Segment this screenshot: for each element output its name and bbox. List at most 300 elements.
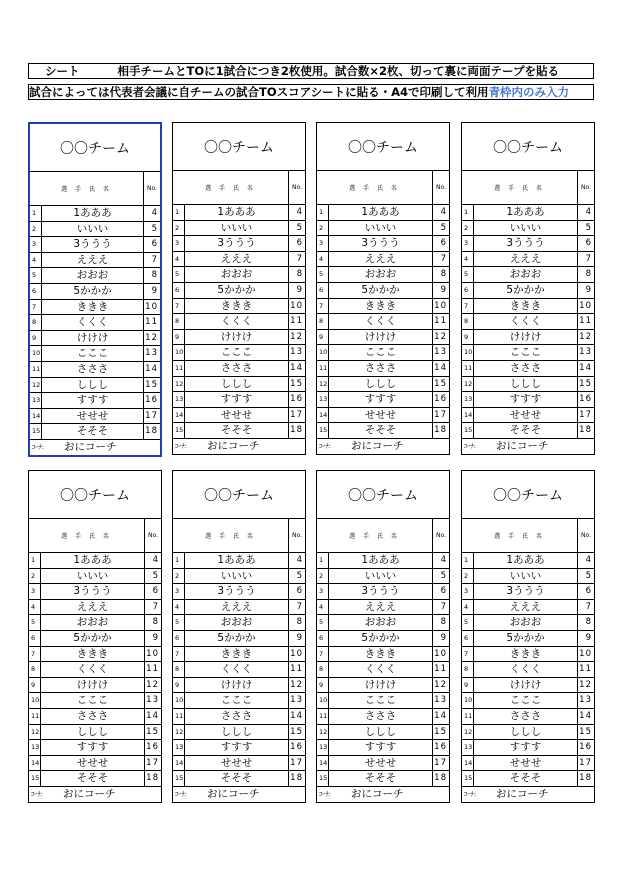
player-name[interactable]: けけけ (42, 331, 144, 346)
player-number: 12 (290, 679, 303, 690)
player-name: そそそ (474, 423, 578, 438)
player-number[interactable]: 8 (151, 270, 158, 281)
row-index: 1 (317, 553, 329, 568)
player-name: こここ (474, 345, 578, 360)
player-name: いいい (474, 569, 578, 584)
player-number[interactable]: 5 (151, 223, 158, 234)
player-number: 11 (579, 316, 592, 327)
player-number: 5 (440, 222, 447, 233)
player-name: そそそ (185, 771, 289, 786)
player-name: そそそ (329, 423, 433, 438)
player-number: 6 (152, 586, 159, 597)
number-column-header: No. (581, 184, 591, 191)
player-row (30, 222, 160, 238)
row-index: 3 (30, 237, 42, 252)
row-index: 11 (29, 709, 41, 724)
player-name: こここ (185, 345, 289, 360)
row-index: 10 (173, 345, 185, 360)
roster-card (172, 470, 306, 803)
player-number: 10 (579, 648, 592, 659)
player-name[interactable]: いいい (42, 222, 144, 237)
player-number: 10 (146, 648, 159, 659)
row-index: 5 (173, 267, 185, 282)
row-index: 1 (462, 553, 474, 568)
coach-label: ｺｰﾁ: (464, 789, 476, 798)
player-number: 13 (434, 347, 447, 358)
coach-row (173, 439, 305, 454)
row-index: 11 (317, 361, 329, 376)
player-name: さささ (329, 709, 433, 724)
player-name: けけけ (329, 330, 433, 345)
player-row (317, 771, 449, 787)
team-name: 〇〇チーム (173, 123, 305, 171)
player-row (30, 393, 160, 409)
player-row (317, 267, 449, 283)
row-index: 1 (173, 205, 185, 220)
player-number: 9 (296, 632, 303, 643)
row-index: 3 (173, 584, 185, 599)
player-name[interactable]: ききき (42, 300, 144, 315)
player-name: すすす (41, 740, 145, 755)
player-row (173, 771, 305, 787)
player-name: くくく (329, 662, 433, 677)
team-name: 〇〇チーム (29, 471, 161, 519)
player-number[interactable]: 13 (145, 348, 158, 359)
row-index: 2 (173, 221, 185, 236)
player-row (29, 662, 161, 678)
player-name: おおお (329, 615, 433, 630)
team-name: 〇〇チーム (317, 123, 449, 171)
player-name: えええ (185, 252, 289, 267)
player-name[interactable]: 1あああ (42, 206, 144, 221)
player-number: 10 (434, 300, 447, 311)
player-name: 5かかか (185, 283, 289, 298)
player-name: 1あああ (474, 205, 578, 220)
player-row (317, 693, 449, 709)
roster-card (461, 470, 595, 803)
player-name: ししし (185, 725, 289, 740)
instruction-label: シート (45, 64, 80, 78)
player-name[interactable]: すすす (42, 393, 144, 408)
player-name: 1あああ (329, 553, 433, 568)
player-number: 4 (585, 555, 592, 565)
player-name: いいい (41, 569, 145, 584)
player-number: 16 (146, 742, 159, 753)
row-index: 7 (317, 299, 329, 314)
player-row (29, 771, 161, 787)
roster-card (316, 122, 450, 455)
row-index: 14 (462, 756, 474, 771)
player-number[interactable]: 9 (151, 285, 158, 296)
player-row (173, 584, 305, 600)
row-index: 12 (317, 377, 329, 392)
row-index: 15 (462, 423, 474, 438)
player-row (173, 423, 305, 439)
player-name: くくく (474, 662, 578, 677)
player-row (30, 346, 160, 362)
player-number[interactable]: 6 (151, 239, 158, 250)
row-index: 14 (173, 408, 185, 423)
player-number: 11 (434, 316, 447, 327)
player-row (173, 615, 305, 631)
player-name: せせせ (474, 408, 578, 423)
player-name: 5かかか (329, 283, 433, 298)
player-name: さささ (474, 709, 578, 724)
team-name: 〇〇チーム (462, 123, 594, 171)
team-name[interactable]: 〇〇チーム (30, 124, 160, 172)
player-number[interactable]: 15 (145, 379, 158, 390)
player-name: 1あああ (185, 553, 289, 568)
player-row (317, 631, 449, 647)
player-row (173, 709, 305, 725)
row-index: 10 (30, 346, 42, 361)
row-index: 13 (317, 392, 329, 407)
row-index: 15 (317, 771, 329, 786)
player-number: 18 (434, 425, 447, 436)
player-name: 5かかか (474, 283, 578, 298)
player-number: 14 (290, 710, 303, 721)
player-row (173, 693, 305, 709)
player-number: 5 (585, 222, 592, 233)
player-number: 17 (146, 757, 159, 768)
player-row (317, 314, 449, 330)
player-name: けけけ (329, 678, 433, 693)
player-row (317, 252, 449, 268)
player-name: ききき (474, 647, 578, 662)
player-number: 6 (296, 586, 303, 597)
roster-header (173, 519, 305, 553)
row-index: 3 (317, 236, 329, 251)
player-number: 5 (585, 570, 592, 581)
player-number: 6 (440, 586, 447, 597)
player-row (317, 423, 449, 439)
player-number: 15 (579, 378, 592, 389)
player-row (317, 553, 449, 569)
player-name[interactable]: えええ (42, 253, 144, 268)
player-row (462, 678, 594, 694)
row-index: 8 (462, 314, 474, 329)
player-name: さささ (41, 709, 145, 724)
player-number: 5 (440, 570, 447, 581)
player-number: 16 (290, 394, 303, 405)
player-name: すすす (185, 740, 289, 755)
row-index: 7 (29, 647, 41, 662)
row-index: 1 (30, 206, 42, 221)
player-row (173, 345, 305, 361)
player-name: くくく (41, 662, 145, 677)
row-index: 7 (462, 647, 474, 662)
row-index: 13 (462, 392, 474, 407)
row-index: 1 (462, 205, 474, 220)
player-number[interactable]: 4 (151, 208, 158, 218)
row-index: 5 (30, 268, 42, 283)
coach-name[interactable]: おにコーチ (64, 440, 117, 453)
player-number: 8 (296, 269, 303, 280)
name-column-header: 選 手 氏 名 (173, 171, 289, 204)
player-number[interactable]: 11 (145, 317, 158, 328)
instruction-text-1: 相手チームとTOに1試合につき2枚使用。試合数×2枚、切って裏に両面テープを貼る (117, 64, 559, 78)
player-row (173, 392, 305, 408)
player-number: 18 (579, 425, 592, 436)
roster-card (316, 470, 450, 803)
coach-label: ｺｰﾁ: (319, 441, 331, 450)
row-index: 12 (173, 377, 185, 392)
player-name: 5かかか (185, 631, 289, 646)
player-row (317, 600, 449, 616)
player-name: 1あああ (329, 205, 433, 220)
row-index: 12 (173, 725, 185, 740)
player-name: けけけ (474, 330, 578, 345)
player-name[interactable]: ししし (42, 378, 144, 393)
row-index: 8 (317, 314, 329, 329)
player-name: 5かかか (329, 631, 433, 646)
player-number: 11 (290, 664, 303, 675)
player-number: 13 (579, 347, 592, 358)
row-index: 4 (462, 600, 474, 615)
player-name: えええ (329, 252, 433, 267)
row-index: 12 (30, 378, 42, 393)
player-name: えええ (474, 600, 578, 615)
player-name: 1あああ (41, 553, 145, 568)
player-row (462, 756, 594, 772)
row-index: 4 (462, 252, 474, 267)
row-index: 12 (29, 725, 41, 740)
player-name: くくく (185, 314, 289, 329)
row-index: 7 (317, 647, 329, 662)
row-index: 14 (29, 756, 41, 771)
coach-label: ｺｰﾁ: (32, 442, 44, 451)
player-name: 3ううう (329, 584, 433, 599)
player-name: 3ううう (41, 584, 145, 599)
row-index: 10 (29, 693, 41, 708)
player-name: いいい (329, 569, 433, 584)
player-number: 11 (146, 664, 159, 675)
number-column-header: No. (292, 532, 302, 539)
row-index: 9 (317, 678, 329, 693)
player-name: すすす (474, 392, 578, 407)
row-index: 3 (173, 236, 185, 251)
row-index: 4 (29, 600, 41, 615)
row-index: 11 (462, 361, 474, 376)
row-index: 2 (462, 569, 474, 584)
player-name[interactable]: せせせ (42, 409, 144, 424)
row-index: 2 (173, 569, 185, 584)
player-number: 18 (290, 773, 303, 784)
player-number: 16 (290, 742, 303, 753)
row-index: 14 (317, 408, 329, 423)
player-row (317, 569, 449, 585)
player-name[interactable]: こここ (42, 346, 144, 361)
player-number: 12 (579, 679, 592, 690)
player-name: こここ (329, 345, 433, 360)
player-number: 4 (296, 207, 303, 217)
player-number: 8 (585, 617, 592, 628)
player-number: 15 (434, 378, 447, 389)
player-row (173, 647, 305, 663)
player-number[interactable]: 12 (145, 332, 158, 343)
player-number: 15 (434, 726, 447, 737)
player-number: 18 (434, 773, 447, 784)
player-row (173, 236, 305, 252)
row-index: 8 (173, 314, 185, 329)
player-number: 12 (434, 679, 447, 690)
player-name: すすす (185, 392, 289, 407)
player-number: 7 (296, 253, 303, 264)
player-name: せせせ (329, 756, 433, 771)
roster-header (462, 519, 594, 553)
player-number: 7 (440, 253, 447, 264)
player-name: そそそ (474, 771, 578, 786)
player-name: けけけ (185, 330, 289, 345)
row-index: 14 (30, 409, 42, 424)
player-row (317, 392, 449, 408)
player-number: 17 (579, 757, 592, 768)
player-row (462, 709, 594, 725)
player-name: せせせ (329, 408, 433, 423)
row-index: 6 (462, 631, 474, 646)
row-index: 7 (462, 299, 474, 314)
player-name[interactable]: おおお (42, 268, 144, 283)
row-index: 8 (173, 662, 185, 677)
player-number: 9 (152, 632, 159, 643)
player-name: ききき (41, 647, 145, 662)
player-row (29, 600, 161, 616)
player-name: せせせ (185, 408, 289, 423)
player-row (173, 221, 305, 237)
player-name: 3ううう (474, 236, 578, 251)
row-index: 8 (30, 315, 42, 330)
row-index: 12 (462, 725, 474, 740)
player-name: ししし (329, 377, 433, 392)
player-number: 5 (296, 570, 303, 581)
player-row (30, 237, 160, 253)
player-number: 17 (579, 409, 592, 420)
roster-header (462, 171, 594, 205)
player-name: せせせ (474, 756, 578, 771)
player-row (462, 283, 594, 299)
player-name: すすす (329, 740, 433, 755)
player-number[interactable]: 14 (145, 363, 158, 374)
row-index: 6 (29, 631, 41, 646)
player-row (462, 299, 594, 315)
player-number[interactable]: 7 (151, 254, 158, 265)
player-name: 5かかか (474, 631, 578, 646)
row-index: 5 (29, 615, 41, 630)
player-number: 7 (585, 253, 592, 264)
roster-header (173, 171, 305, 205)
player-number: 8 (152, 617, 159, 628)
player-name: ききき (185, 647, 289, 662)
row-index: 3 (462, 584, 474, 599)
row-index: 15 (29, 771, 41, 786)
row-index: 11 (462, 709, 474, 724)
player-row (317, 377, 449, 393)
coach-name: おにコーチ (63, 787, 116, 800)
player-number: 9 (585, 284, 592, 295)
player-row (173, 314, 305, 330)
player-name: ききき (329, 647, 433, 662)
player-number[interactable]: 16 (145, 395, 158, 406)
coach-row (29, 787, 161, 802)
player-number: 11 (579, 664, 592, 675)
row-index: 2 (30, 222, 42, 237)
coach-row (30, 440, 160, 455)
player-number[interactable]: 17 (145, 410, 158, 421)
player-name: 5かかか (41, 631, 145, 646)
player-row (30, 315, 160, 331)
row-index: 6 (173, 631, 185, 646)
player-name[interactable]: くくく (42, 315, 144, 330)
roster-header (317, 519, 449, 553)
player-row (173, 377, 305, 393)
name-column-header: 選 手 氏 名 (30, 172, 144, 205)
player-row (462, 771, 594, 787)
player-number: 14 (579, 710, 592, 721)
player-number: 13 (146, 695, 159, 706)
player-row (317, 221, 449, 237)
player-row (29, 569, 161, 585)
player-name: すすす (329, 392, 433, 407)
row-index: 6 (317, 631, 329, 646)
player-name[interactable]: 5かかか (42, 284, 144, 299)
player-row (173, 678, 305, 694)
coach-name: おにコーチ (207, 439, 260, 452)
player-number[interactable]: 18 (145, 426, 158, 437)
row-index: 2 (317, 221, 329, 236)
row-index: 5 (173, 615, 185, 630)
player-name: くくく (329, 314, 433, 329)
player-name: 1あああ (185, 205, 289, 220)
player-name: 3ううう (474, 584, 578, 599)
player-row (30, 284, 160, 300)
player-name[interactable]: そそそ (42, 424, 144, 439)
player-name: いいい (185, 569, 289, 584)
row-index: 13 (173, 740, 185, 755)
player-number: 12 (579, 331, 592, 342)
player-number[interactable]: 10 (145, 301, 158, 312)
row-index: 14 (317, 756, 329, 771)
player-row (173, 662, 305, 678)
player-name: 3ううう (185, 584, 289, 599)
player-row (30, 206, 160, 222)
row-index: 9 (173, 330, 185, 345)
player-number: 14 (434, 362, 447, 373)
roster-card (28, 122, 162, 457)
row-index: 14 (462, 408, 474, 423)
player-row (317, 205, 449, 221)
player-name: けけけ (185, 678, 289, 693)
coach-name: おにコーチ (351, 787, 404, 800)
player-row (317, 283, 449, 299)
player-number: 16 (434, 394, 447, 405)
name-column-header: 選 手 氏 名 (29, 519, 145, 552)
player-row (317, 584, 449, 600)
player-name: ししし (474, 725, 578, 740)
player-row (30, 300, 160, 316)
row-index: 11 (173, 361, 185, 376)
player-row (462, 647, 594, 663)
player-number: 18 (579, 773, 592, 784)
player-number: 14 (434, 710, 447, 721)
player-row (462, 221, 594, 237)
row-index: 8 (317, 662, 329, 677)
player-name[interactable]: 3ううう (42, 237, 144, 252)
player-row (462, 615, 594, 631)
player-name[interactable]: さささ (42, 362, 144, 377)
player-number: 12 (434, 331, 447, 342)
player-number: 11 (434, 664, 447, 675)
roster-header (317, 171, 449, 205)
